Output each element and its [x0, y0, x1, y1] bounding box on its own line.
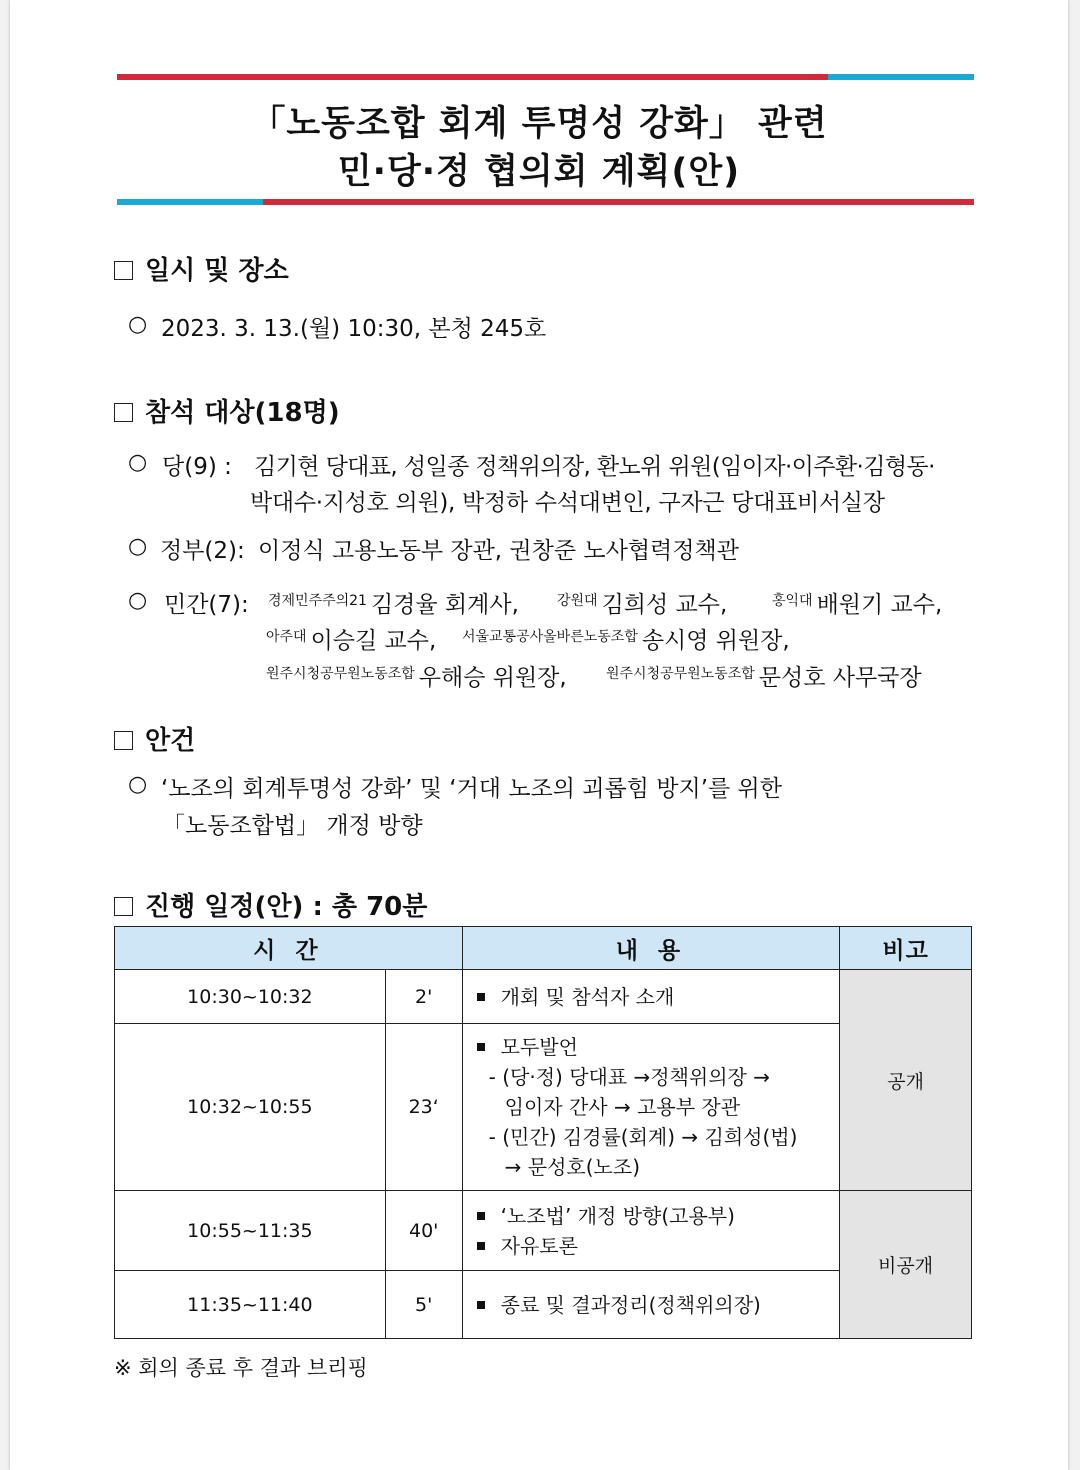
duration-cell: 2' — [385, 970, 462, 1024]
title-line1: 「노동조합 회계 투명성 강화」 관련 — [250, 104, 828, 144]
section-attendees-heading: 참석 대상(18명) — [114, 392, 340, 429]
checkbox-square-icon — [114, 731, 133, 750]
content-cell: 개회 및 참석자 소개 — [462, 970, 839, 1024]
gov-text: 이정식 고용노동부 장관, 권창준 노사협력정책관 — [258, 538, 739, 564]
table-row — [115, 1191, 972, 1271]
circle-bullet-icon: ○ — [128, 312, 148, 337]
top-red-bar — [117, 74, 828, 80]
section-schedule-heading: 진행 일정(안) : 총 70분 — [114, 886, 427, 923]
table-row — [115, 970, 972, 1024]
note-cell-public: 공개 — [840, 970, 972, 1191]
square-bullet-icon — [477, 1212, 485, 1220]
checkbox-square-icon — [114, 261, 133, 280]
party-line1: 김기현 당대표, 성일종 정책위의장, 환노위 위원(임이자·이주환·김형동· — [254, 454, 935, 480]
civil-member: $^{아주대}$ 이승길 교수, — [266, 628, 437, 654]
time-cell: 10:30~10:32 — [115, 970, 386, 1024]
col-note-header: 비고 — [840, 927, 972, 970]
civil-member: $^{원주시청공무원노동조합}$ 문성호 사무국장 — [606, 665, 922, 691]
time-cell: 11:35~11:40 — [115, 1271, 386, 1339]
duration-cell: 40' — [385, 1191, 462, 1271]
title-line2: 민·당·정 협의회 계획(안) — [337, 152, 741, 192]
duration-cell: 23‘ — [385, 1024, 462, 1191]
circle-bullet-icon: ○ — [128, 450, 148, 475]
gov-label: 정부(2): — [160, 538, 245, 564]
civil-label: 민간(7): — [164, 592, 249, 618]
bottom-red-bar — [263, 199, 974, 205]
civil-member: $^{원주시청공무원노동조합}$ 우해승 위원장, — [266, 665, 567, 691]
square-bullet-icon — [477, 993, 485, 1001]
circle-bullet-icon: ○ — [128, 534, 148, 559]
party-label: 당(9) : — [162, 454, 232, 480]
col-time-header: 시 간 — [115, 927, 463, 970]
civil-member: $^{서울교통공사올바른노동조합}$ 송시영 위원장, — [462, 628, 790, 654]
top-cyan-bar — [828, 74, 974, 80]
table-header-row — [115, 927, 972, 970]
content-cell: 모두발언 - (당·정) 당대표 →정책위의장 → 임이자 간사 → 고용부 장관 - (민간) 김경률(회계) → 김희성(법) → 문성호(노조) — [462, 1024, 839, 1191]
duration-cell: 5' — [385, 1271, 462, 1339]
agenda-line2: 「노동조합법」 개정 방향 — [162, 813, 423, 839]
col-content-header: 내 용 — [462, 927, 839, 970]
footnote: ※ 회의 종료 후 결과 브리핑 — [114, 1356, 368, 1380]
agenda-line1: ‘노조의 회계투명성 강화’ 및 ‘거대 노조의 괴롭힘 방지’를 위한 — [161, 776, 782, 802]
circle-bullet-icon: ○ — [128, 772, 148, 797]
note-cell-private: 비공개 — [840, 1191, 972, 1339]
checkbox-square-icon — [114, 403, 133, 422]
circle-bullet-icon: ○ — [128, 588, 148, 613]
square-bullet-icon — [477, 1242, 485, 1250]
party-line2: 박대수·지성호 의원), 박정하 수석대변인, 구자근 당대표비서실장 — [250, 490, 885, 516]
square-bullet-icon — [477, 1301, 485, 1309]
civil-member: $^{홍익대}$ 배원기 교수, — [772, 592, 943, 618]
checkbox-square-icon — [114, 897, 133, 916]
section-agenda-heading: 안건 — [114, 720, 195, 757]
civil-member: $^{강원대}$ 김희성 교수, — [557, 592, 728, 618]
document-page — [10, 0, 1068, 1470]
civil-member: $^{경제민주주의21}$ 김경율 회계사, — [268, 592, 519, 618]
content-cell: ‘노조법’ 개정 방향(고용부) 자유토론 — [462, 1191, 839, 1271]
datetime-text: 2023. 3. 13.(월) 10:30, 본청 245호 — [161, 316, 547, 342]
schedule-table — [114, 926, 972, 1339]
section-datetime-heading: 일시 및 장소 — [114, 250, 289, 287]
bottom-cyan-bar — [117, 199, 263, 205]
content-cell: 종료 및 결과정리(정책위의장) — [462, 1271, 839, 1339]
time-cell: 10:32~10:55 — [115, 1024, 386, 1191]
square-bullet-icon — [477, 1043, 485, 1051]
time-cell: 10:55~11:35 — [115, 1191, 386, 1271]
